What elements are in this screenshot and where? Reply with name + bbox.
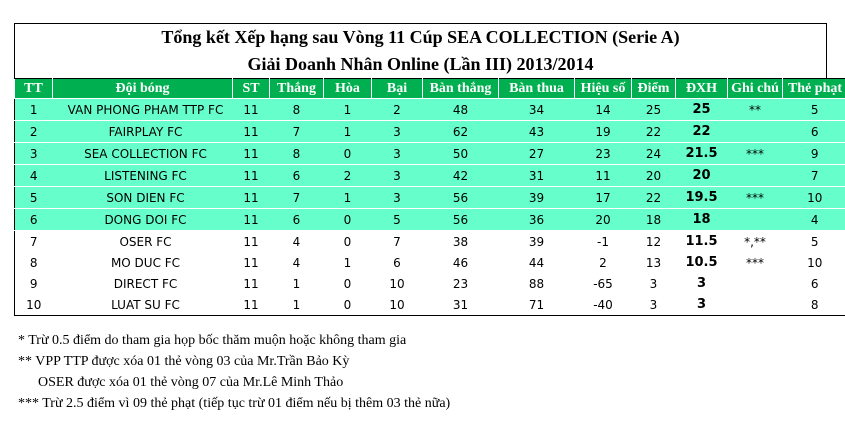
- table-row: [15, 143, 845, 165]
- cell-notes: ***: [728, 252, 783, 273]
- title-line-1: Tổng kết Xếp hạng sau Vòng 11 Cúp SEA COLLECTION (Serie A): [161, 27, 680, 47]
- col-header-goal-diff: Hiệu số: [575, 79, 632, 99]
- table-row: [15, 121, 845, 143]
- cell-losses: 10: [372, 273, 423, 294]
- cell-cards: 7: [783, 165, 845, 187]
- cell-tt: 2: [15, 121, 53, 143]
- cell-played: 11: [233, 231, 270, 253]
- cell-goal-diff: 11: [575, 165, 632, 187]
- cell-played: 11: [233, 252, 270, 273]
- cell-goals-against: 88: [499, 273, 575, 294]
- cell-cards: 8: [783, 294, 845, 316]
- cell-goal-diff: -1: [575, 231, 632, 253]
- cell-goals-for: 62: [423, 121, 499, 143]
- cell-notes: [728, 209, 783, 231]
- cell-losses: 6: [372, 252, 423, 273]
- cell-notes: [728, 294, 783, 316]
- cell-notes: [728, 165, 783, 187]
- cell-wins: 4: [270, 231, 324, 253]
- cell-draws: 0: [324, 143, 372, 165]
- table-row: [15, 252, 845, 273]
- cell-tt: 10: [15, 294, 53, 316]
- cell-team: SEA COLLECTION FC: [53, 143, 233, 165]
- title-line-2: Giải Doanh Nhân Online (Lần III) 2013/2014: [247, 54, 594, 74]
- cell-draws: 1: [324, 121, 372, 143]
- cell-losses: 5: [372, 209, 423, 231]
- cell-ranking-points: 19.5: [676, 187, 728, 209]
- cell-draws: 0: [324, 294, 372, 316]
- cell-points: 3: [632, 294, 676, 316]
- cell-points: 22: [632, 121, 676, 143]
- cell-goals-against: 39: [499, 231, 575, 253]
- cell-goals-against: 31: [499, 165, 575, 187]
- cell-draws: 0: [324, 273, 372, 294]
- cell-played: 11: [233, 121, 270, 143]
- col-header-draws: Hòa: [324, 79, 372, 99]
- cell-goals-against: 39: [499, 187, 575, 209]
- cell-notes: ***: [728, 187, 783, 209]
- cell-goals-against: 27: [499, 143, 575, 165]
- cell-team: MO DUC FC: [53, 252, 233, 273]
- col-header-points: Điểm: [632, 79, 676, 99]
- cell-cards: 9: [783, 143, 845, 165]
- col-header-played: ST: [233, 79, 270, 99]
- cell-points: 18: [632, 209, 676, 231]
- cell-ranking-points: 3: [676, 273, 728, 294]
- footnote-3: OSER được xóa 01 thẻ vòng 07 của Mr.Lê Minh Thảo: [38, 375, 344, 390]
- standings-table: [14, 78, 845, 316]
- cell-wins: 6: [270, 209, 324, 231]
- cell-points: 3: [632, 273, 676, 294]
- cell-played: 11: [233, 99, 270, 121]
- cell-cards: 5: [783, 99, 845, 121]
- cell-ranking-points: 10.5: [676, 252, 728, 273]
- cell-goals-against: 44: [499, 252, 575, 273]
- cell-wins: 7: [270, 187, 324, 209]
- cell-points: 13: [632, 252, 676, 273]
- cell-goals-for: 56: [423, 187, 499, 209]
- header-row: [15, 79, 845, 99]
- footnotes: [18, 330, 450, 414]
- cell-wins: 1: [270, 294, 324, 316]
- cell-played: 11: [233, 294, 270, 316]
- cell-wins: 7: [270, 121, 324, 143]
- cell-played: 11: [233, 165, 270, 187]
- cell-cards: 5: [783, 231, 845, 253]
- cell-goals-against: 71: [499, 294, 575, 316]
- cell-goal-diff: 23: [575, 143, 632, 165]
- cell-losses: 3: [372, 121, 423, 143]
- cell-goal-diff: 20: [575, 209, 632, 231]
- footnote-4: *** Trừ 2.5 điểm vì 09 thẻ phạt (tiếp tục trừ 01 điểm nếu bị thêm 03 thẻ nữa): [18, 396, 451, 411]
- cell-losses: 2: [372, 99, 423, 121]
- cell-losses: 3: [372, 165, 423, 187]
- footnote-1: * Trừ 0.5 điểm do tham gia họp bốc thăm muộn hoặc không tham gia: [18, 333, 407, 348]
- table-row: [15, 187, 845, 209]
- cell-team: VAN PHONG PHAM TTP FC: [53, 99, 233, 121]
- cell-team: DIRECT FC: [53, 273, 233, 294]
- cell-cards: 10: [783, 187, 845, 209]
- cell-goals-against: 34: [499, 99, 575, 121]
- cell-draws: 2: [324, 165, 372, 187]
- cell-cards: 6: [783, 121, 845, 143]
- cell-points: 20: [632, 165, 676, 187]
- cell-team: OSER FC: [53, 231, 233, 253]
- standings-panel: [14, 23, 843, 316]
- col-header-ranking-points: ĐXH: [676, 79, 728, 99]
- cell-losses: 7: [372, 231, 423, 253]
- cell-goals-for: 23: [423, 273, 499, 294]
- cell-notes: [728, 273, 783, 294]
- cell-losses: 3: [372, 143, 423, 165]
- table-row: [15, 294, 845, 316]
- col-header-losses: Bại: [372, 79, 423, 99]
- table-row: [15, 99, 845, 121]
- cell-played: 11: [233, 143, 270, 165]
- cell-points: 24: [632, 143, 676, 165]
- cell-wins: 8: [270, 143, 324, 165]
- cell-goals-for: 38: [423, 231, 499, 253]
- cell-losses: 10: [372, 294, 423, 316]
- cell-goals-for: 31: [423, 294, 499, 316]
- cell-team: LISTENING FC: [53, 165, 233, 187]
- col-header-goals-against: Bàn thua: [499, 79, 575, 99]
- cell-played: 11: [233, 273, 270, 294]
- cell-draws: 1: [324, 99, 372, 121]
- cell-points: 25: [632, 99, 676, 121]
- cell-played: 11: [233, 209, 270, 231]
- cell-cards: 4: [783, 209, 845, 231]
- table-row: [15, 209, 845, 231]
- cell-tt: 5: [15, 187, 53, 209]
- cell-ranking-points: 20: [676, 165, 728, 187]
- cell-draws: 1: [324, 187, 372, 209]
- cell-wins: 1: [270, 273, 324, 294]
- cell-goal-diff: 17: [575, 187, 632, 209]
- cell-cards: 6: [783, 273, 845, 294]
- cell-played: 11: [233, 187, 270, 209]
- cell-draws: 1: [324, 252, 372, 273]
- cell-tt: 1: [15, 99, 53, 121]
- cell-goal-diff: -65: [575, 273, 632, 294]
- cell-ranking-points: 18: [676, 209, 728, 231]
- cell-notes: **: [728, 99, 783, 121]
- cell-points: 12: [632, 231, 676, 253]
- cell-goals-for: 46: [423, 252, 499, 273]
- cell-tt: 7: [15, 231, 53, 253]
- cell-team: DONG DOI FC: [53, 209, 233, 231]
- cell-goal-diff: 2: [575, 252, 632, 273]
- cell-losses: 3: [372, 187, 423, 209]
- cell-goals-for: 48: [423, 99, 499, 121]
- cell-ranking-points: 25: [676, 99, 728, 121]
- footnote-2: ** VPP TTP được xóa 01 thẻ vòng 03 của Mr.Trần Bảo Kỳ: [18, 354, 350, 369]
- cell-goal-diff: -40: [575, 294, 632, 316]
- col-header-wins: Thắng: [270, 79, 324, 99]
- col-header-notes: Ghi chú: [728, 79, 783, 99]
- cell-tt: 9: [15, 273, 53, 294]
- cell-points: 22: [632, 187, 676, 209]
- table-row: [15, 273, 845, 294]
- cell-ranking-points: 3: [676, 294, 728, 316]
- cell-goals-against: 36: [499, 209, 575, 231]
- cell-team: SON DIEN FC: [53, 187, 233, 209]
- cell-tt: 8: [15, 252, 53, 273]
- cell-goals-for: 56: [423, 209, 499, 231]
- cell-goal-diff: 14: [575, 99, 632, 121]
- col-header-goals-for: Bàn thắng: [423, 79, 499, 99]
- cell-team: LUAT SU FC: [53, 294, 233, 316]
- cell-ranking-points: 22: [676, 121, 728, 143]
- col-header-cards: Thẻ phạt: [783, 79, 845, 99]
- cell-ranking-points: 21.5: [676, 143, 728, 165]
- cell-tt: 4: [15, 165, 53, 187]
- cell-draws: 0: [324, 231, 372, 253]
- cell-wins: 6: [270, 165, 324, 187]
- cell-notes: [728, 121, 783, 143]
- cell-notes: *,**: [728, 231, 783, 253]
- col-header-tt: TT: [15, 79, 53, 99]
- cell-notes: ***: [728, 143, 783, 165]
- cell-cards: 10: [783, 252, 845, 273]
- cell-team: FAIRPLAY FC: [53, 121, 233, 143]
- cell-tt: 3: [15, 143, 53, 165]
- cell-goals-for: 42: [423, 165, 499, 187]
- cell-tt: 6: [15, 209, 53, 231]
- cell-goal-diff: 19: [575, 121, 632, 143]
- table-row: [15, 231, 845, 253]
- cell-wins: 8: [270, 99, 324, 121]
- cell-wins: 4: [270, 252, 324, 273]
- cell-draws: 0: [324, 209, 372, 231]
- cell-goals-for: 50: [423, 143, 499, 165]
- cell-goals-against: 43: [499, 121, 575, 143]
- title-box: [14, 23, 827, 78]
- table-row: [15, 165, 845, 187]
- cell-ranking-points: 11.5: [676, 231, 728, 253]
- col-header-team: Đội bóng: [53, 79, 233, 99]
